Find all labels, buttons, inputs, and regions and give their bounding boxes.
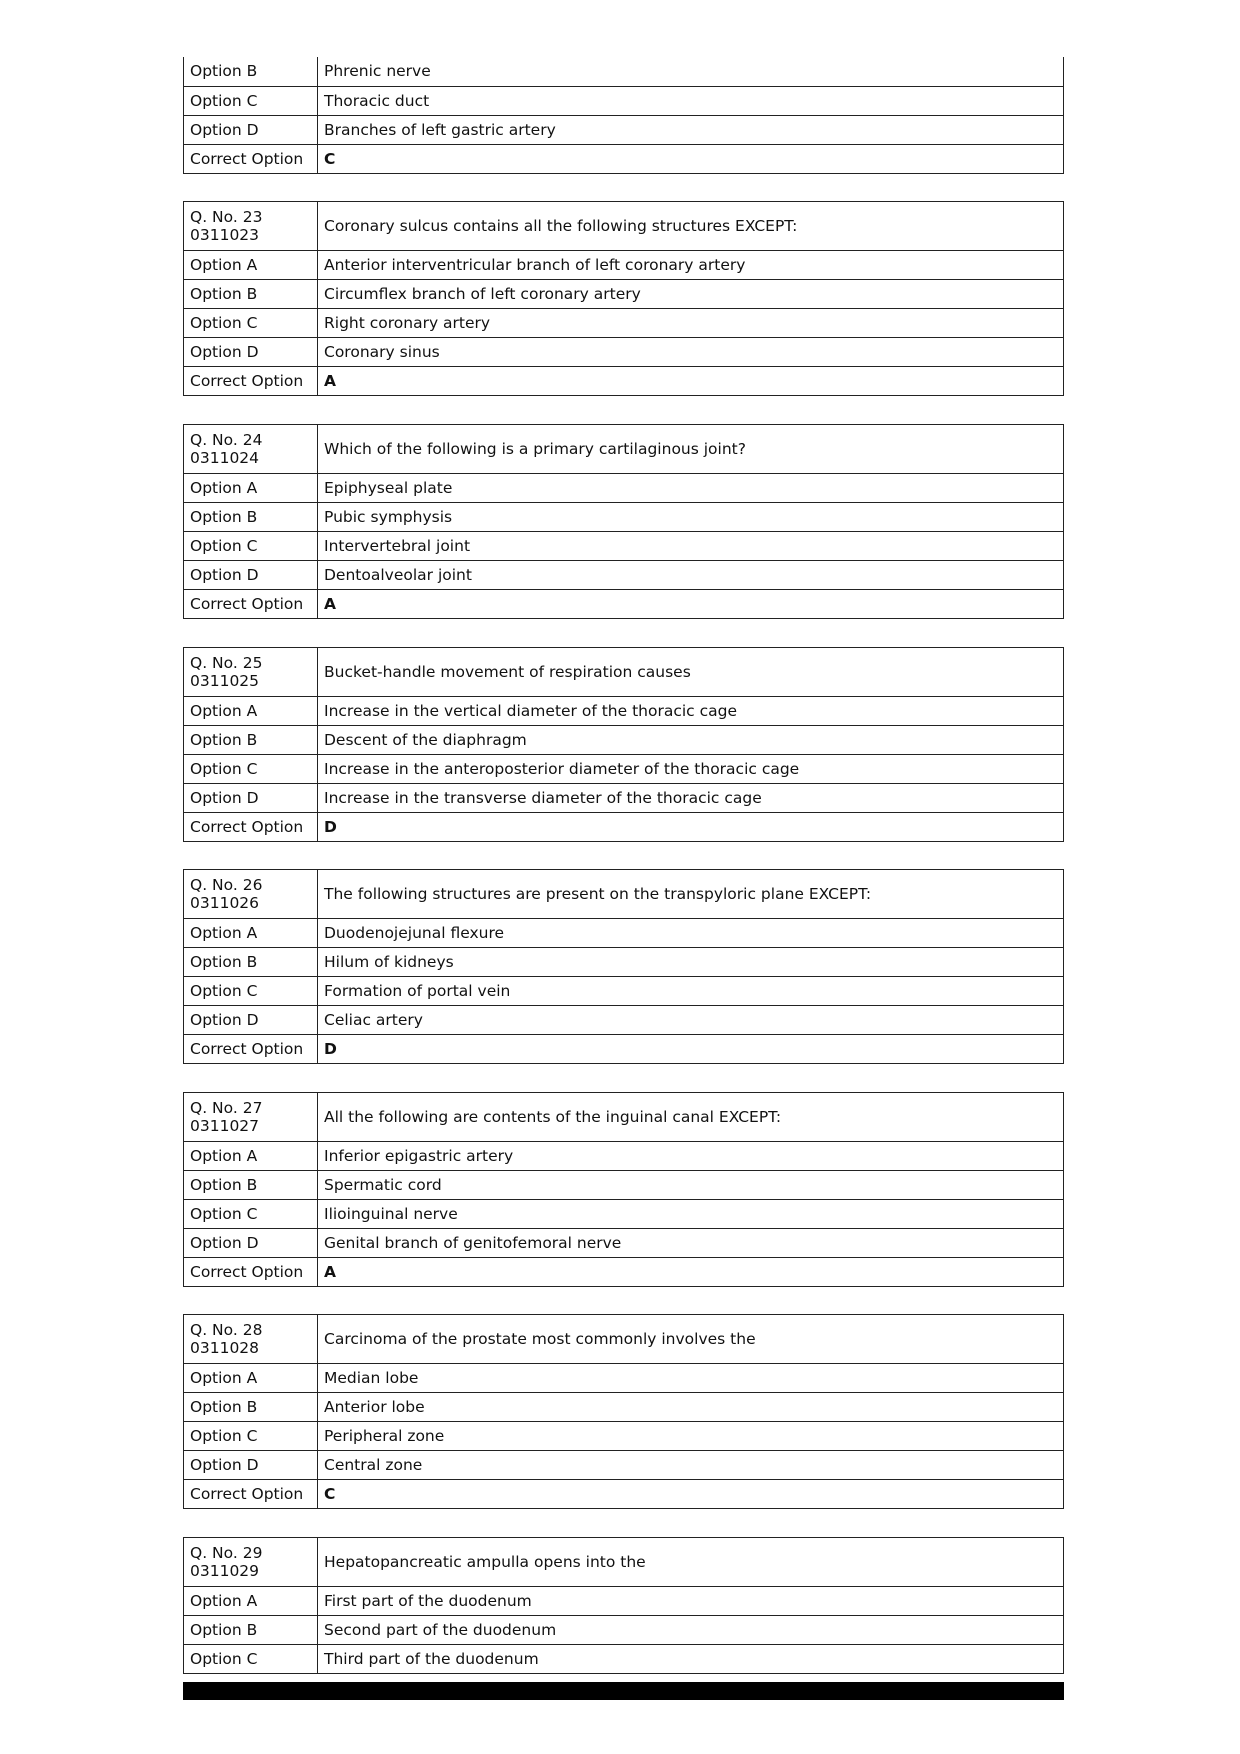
option-c-label: Option C bbox=[184, 1422, 318, 1451]
option-row-c bbox=[184, 86, 1064, 115]
redaction-bar bbox=[183, 1682, 1064, 1700]
option-row-a bbox=[184, 1142, 1064, 1171]
question-table-28 bbox=[183, 1314, 1064, 1509]
option-d-text: Central zone bbox=[318, 1451, 1064, 1480]
option-row-a bbox=[184, 1587, 1064, 1616]
option-a-text: First part of the duodenum bbox=[318, 1587, 1064, 1616]
correct-option-value: A bbox=[318, 1258, 1064, 1287]
option-c-text: Third part of the duodenum bbox=[318, 1645, 1064, 1674]
option-a-text: Epiphyseal plate bbox=[318, 474, 1064, 503]
correct-option-row bbox=[184, 1480, 1064, 1509]
question-table-26 bbox=[183, 869, 1064, 1064]
correct-option-value: C bbox=[318, 1480, 1064, 1509]
option-row-d bbox=[184, 784, 1064, 813]
question-text: Carcinoma of the prostate most commonly involves the bbox=[318, 1315, 1064, 1364]
correct-option-row bbox=[184, 144, 1064, 173]
option-d-text: Celiac artery bbox=[318, 1006, 1064, 1035]
question-number bbox=[184, 202, 318, 251]
correct-option-value: A bbox=[318, 590, 1064, 619]
option-row-d bbox=[184, 561, 1064, 590]
correct-option-label: Correct Option bbox=[184, 813, 318, 842]
option-c-text: Peripheral zone bbox=[318, 1422, 1064, 1451]
option-c-text: Intervertebral joint bbox=[318, 532, 1064, 561]
correct-option-value: C bbox=[318, 144, 1064, 173]
option-d-text: Genital branch of genitofemoral nerve bbox=[318, 1229, 1064, 1258]
question-number-text: Q. No. 26 bbox=[190, 876, 263, 894]
question-code: 0311029 bbox=[190, 1562, 260, 1580]
option-b-label: Option B bbox=[184, 1393, 318, 1422]
option-d-label: Option D bbox=[184, 115, 318, 144]
option-c-text: Ilioinguinal nerve bbox=[318, 1200, 1064, 1229]
correct-option-row bbox=[184, 813, 1064, 842]
option-c-label: Option C bbox=[184, 1200, 318, 1229]
option-a-label: Option A bbox=[184, 1587, 318, 1616]
question-number bbox=[184, 1538, 318, 1587]
option-d-label: Option D bbox=[184, 338, 318, 367]
option-row-b bbox=[184, 948, 1064, 977]
question-number-text: Q. No. 28 bbox=[190, 1321, 263, 1339]
correct-option-row bbox=[184, 367, 1064, 396]
correct-option-label: Correct Option bbox=[184, 144, 318, 173]
question-table-23 bbox=[183, 201, 1064, 396]
option-row-c bbox=[184, 755, 1064, 784]
option-d-text: Dentoalveolar joint bbox=[318, 561, 1064, 590]
option-a-label: Option A bbox=[184, 1364, 318, 1393]
option-c-label: Option C bbox=[184, 977, 318, 1006]
question-number-text: Q. No. 29 bbox=[190, 1544, 263, 1562]
option-row-b bbox=[184, 57, 1064, 86]
option-c-label: Option C bbox=[184, 1645, 318, 1674]
correct-option-row bbox=[184, 1035, 1064, 1064]
option-row-a bbox=[184, 251, 1064, 280]
question-code: 0311023 bbox=[190, 226, 260, 244]
correct-option-value: D bbox=[318, 1035, 1064, 1064]
question-text: Which of the following is a primary cartilaginous joint? bbox=[318, 425, 1064, 474]
option-b-text: Pubic symphysis bbox=[318, 503, 1064, 532]
option-row-a bbox=[184, 919, 1064, 948]
question-code: 0311028 bbox=[190, 1339, 260, 1357]
correct-option-label: Correct Option bbox=[184, 1258, 318, 1287]
option-row-b bbox=[184, 280, 1064, 309]
option-row-c bbox=[184, 1200, 1064, 1229]
correct-option-label: Correct Option bbox=[184, 1035, 318, 1064]
option-b-text: Spermatic cord bbox=[318, 1171, 1064, 1200]
question-row bbox=[184, 1093, 1064, 1142]
option-row-c bbox=[184, 309, 1064, 338]
correct-option-label: Correct Option bbox=[184, 367, 318, 396]
option-row-a bbox=[184, 474, 1064, 503]
option-row-c bbox=[184, 532, 1064, 561]
question-number bbox=[184, 425, 318, 474]
option-a-label: Option A bbox=[184, 474, 318, 503]
question-code: 0311026 bbox=[190, 894, 260, 912]
correct-option-label: Correct Option bbox=[184, 590, 318, 619]
question-number bbox=[184, 870, 318, 919]
option-a-label: Option A bbox=[184, 919, 318, 948]
question-row bbox=[184, 202, 1064, 251]
option-d-label: Option D bbox=[184, 1006, 318, 1035]
question-row bbox=[184, 1538, 1064, 1587]
option-d-text: Coronary sinus bbox=[318, 338, 1064, 367]
option-row-d bbox=[184, 1451, 1064, 1480]
option-row-b bbox=[184, 726, 1064, 755]
option-b-label: Option B bbox=[184, 726, 318, 755]
option-b-label: Option B bbox=[184, 280, 318, 309]
option-b-text: Hilum of kidneys bbox=[318, 948, 1064, 977]
question-code: 0311024 bbox=[190, 449, 260, 467]
question-text: Hepatopancreatic ampulla opens into the bbox=[318, 1538, 1064, 1587]
option-d-label: Option D bbox=[184, 1229, 318, 1258]
question-number-text: Q. No. 24 bbox=[190, 431, 263, 449]
question-row bbox=[184, 1315, 1064, 1364]
option-a-label: Option A bbox=[184, 251, 318, 280]
option-a-text: Median lobe bbox=[318, 1364, 1064, 1393]
option-b-text: Anterior lobe bbox=[318, 1393, 1064, 1422]
option-c-text: Thoracic duct bbox=[318, 86, 1064, 115]
question-text: Bucket-handle movement of respiration causes bbox=[318, 648, 1064, 697]
question-text: Coronary sulcus contains all the following structures EXCEPT: bbox=[318, 202, 1064, 251]
option-row-b bbox=[184, 1393, 1064, 1422]
option-row-d bbox=[184, 338, 1064, 367]
question-number bbox=[184, 1315, 318, 1364]
question-row bbox=[184, 425, 1064, 474]
option-row-a bbox=[184, 697, 1064, 726]
question-number-text: Q. No. 25 bbox=[190, 654, 263, 672]
option-a-label: Option A bbox=[184, 1142, 318, 1171]
option-row-d bbox=[184, 1006, 1064, 1035]
option-row-d bbox=[184, 115, 1064, 144]
question-table-22 bbox=[183, 57, 1064, 174]
correct-option-label: Correct Option bbox=[184, 1480, 318, 1509]
option-b-text: Descent of the diaphragm bbox=[318, 726, 1064, 755]
question-table-29 bbox=[183, 1537, 1064, 1674]
option-row-b bbox=[184, 1616, 1064, 1645]
option-b-text: Circumflex branch of left coronary artery bbox=[318, 280, 1064, 309]
option-b-label: Option B bbox=[184, 1616, 318, 1645]
option-row-c bbox=[184, 1645, 1064, 1674]
option-c-label: Option C bbox=[184, 86, 318, 115]
option-a-text: Inferior epigastric artery bbox=[318, 1142, 1064, 1171]
question-number-text: Q. No. 23 bbox=[190, 208, 263, 226]
question-number bbox=[184, 648, 318, 697]
question-table-24 bbox=[183, 424, 1064, 619]
option-c-text: Formation of portal vein bbox=[318, 977, 1064, 1006]
option-a-text: Duodenojejunal flexure bbox=[318, 919, 1064, 948]
option-c-text: Increase in the anteroposterior diameter of the thoracic cage bbox=[318, 755, 1064, 784]
option-c-label: Option C bbox=[184, 309, 318, 338]
option-b-label: Option B bbox=[184, 1171, 318, 1200]
option-b-label: Option B bbox=[184, 503, 318, 532]
option-d-label: Option D bbox=[184, 784, 318, 813]
option-row-a bbox=[184, 1364, 1064, 1393]
correct-option-row bbox=[184, 590, 1064, 619]
option-b-label: Option B bbox=[184, 948, 318, 977]
option-b-text: Phrenic nerve bbox=[318, 57, 1064, 86]
option-b-label: Option B bbox=[184, 57, 318, 86]
option-row-b bbox=[184, 503, 1064, 532]
option-d-text: Branches of left gastric artery bbox=[318, 115, 1064, 144]
question-number-text: Q. No. 27 bbox=[190, 1099, 263, 1117]
option-d-label: Option D bbox=[184, 1451, 318, 1480]
question-code: 0311027 bbox=[190, 1117, 260, 1135]
correct-option-value: D bbox=[318, 813, 1064, 842]
option-d-text: Increase in the transverse diameter of the thoracic cage bbox=[318, 784, 1064, 813]
option-c-label: Option C bbox=[184, 755, 318, 784]
option-c-text: Right coronary artery bbox=[318, 309, 1064, 338]
question-code: 0311025 bbox=[190, 672, 260, 690]
question-row bbox=[184, 870, 1064, 919]
option-a-text: Increase in the vertical diameter of the thoracic cage bbox=[318, 697, 1064, 726]
option-d-label: Option D bbox=[184, 561, 318, 590]
option-row-c bbox=[184, 977, 1064, 1006]
correct-option-row bbox=[184, 1258, 1064, 1287]
question-number bbox=[184, 1093, 318, 1142]
option-row-d bbox=[184, 1229, 1064, 1258]
option-a-label: Option A bbox=[184, 697, 318, 726]
option-row-c bbox=[184, 1422, 1064, 1451]
question-row bbox=[184, 648, 1064, 697]
option-b-text: Second part of the duodenum bbox=[318, 1616, 1064, 1645]
option-a-text: Anterior interventricular branch of left coronary artery bbox=[318, 251, 1064, 280]
correct-option-value: A bbox=[318, 367, 1064, 396]
question-table-25 bbox=[183, 647, 1064, 842]
question-text: The following structures are present on the transpyloric plane EXCEPT: bbox=[318, 870, 1064, 919]
option-row-b bbox=[184, 1171, 1064, 1200]
question-text: All the following are contents of the inguinal canal EXCEPT: bbox=[318, 1093, 1064, 1142]
option-c-label: Option C bbox=[184, 532, 318, 561]
question-table-27 bbox=[183, 1092, 1064, 1287]
